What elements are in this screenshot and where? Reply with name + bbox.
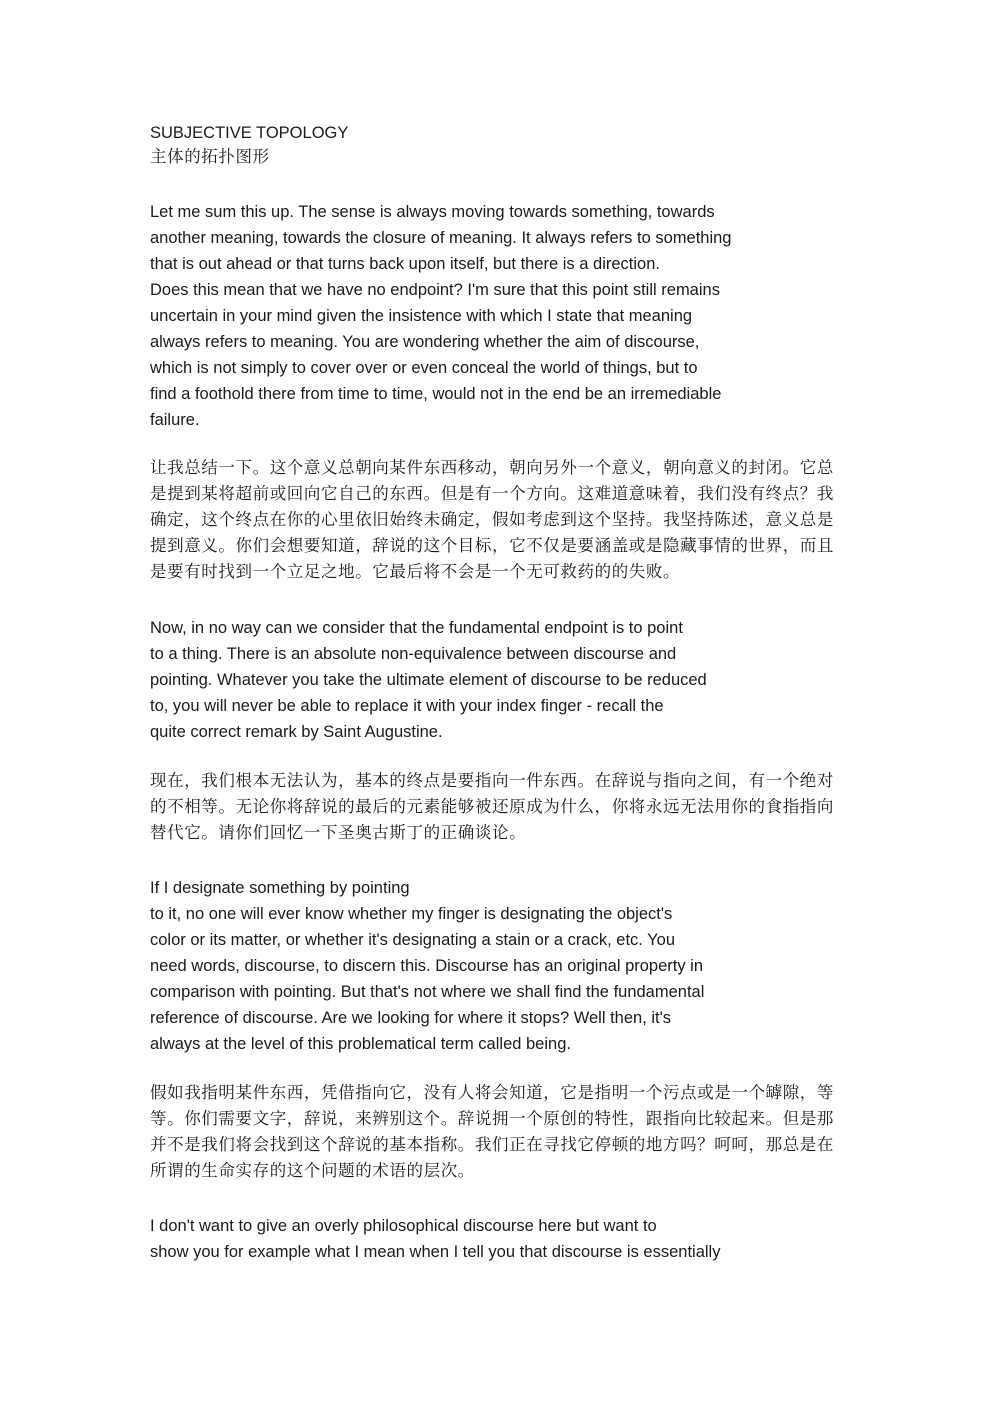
paragraph-line: always at the level of this problematical term called being. xyxy=(150,1035,571,1053)
paragraph-line-chinese: 所谓的生命实存的这个问题的术语的层次。 xyxy=(150,1161,475,1180)
paragraph-line: uncertain in your mind given the insistence with which I state that meaning xyxy=(150,307,693,325)
paragraph-line: comparison with pointing. But that's not where we shall find the fundamental xyxy=(150,983,705,1001)
paragraph-line: that is out ahead or that turns back upon itself, but there is a direction. xyxy=(150,255,660,273)
paragraph-line: I don't want to give an overly philosophical discourse here but want to xyxy=(150,1217,657,1235)
paragraph-line: failure. xyxy=(150,411,200,429)
paragraph-line: reference of discourse. Are we looking for where it stops? Well then, it's xyxy=(150,1009,672,1027)
paragraph-line: always refers to meaning. You are wondering whether the aim of discourse, xyxy=(150,333,700,351)
paragraph-line-chinese: 假如我指明某件东西，凭借指向它，没有人将会知道，它是指明一个污点或是一个罅隙，等 xyxy=(150,1083,834,1102)
paragraph-line: show you for example what I mean when I tell you that discourse is essentially xyxy=(150,1243,721,1261)
paragraph-line-chinese: 确定，这个终点在你的心里依旧始终未确定，假如考虑到这个坚持。我坚持陈述，意义总是 xyxy=(150,510,834,529)
paragraph-line: to a thing. There is an absolute non-equivalence between discourse and xyxy=(150,645,677,663)
paragraph-line-chinese: 等。你们需要文字，辞说，来辨别这个。辞说拥一个原创的特性，跟指向比较起来。但是那 xyxy=(150,1109,834,1128)
paragraph-line-chinese: 提到意义。你们会想要知道，辞说的这个目标，它不仅是要涵盖或是隐藏事情的世界，而且 xyxy=(150,536,834,555)
paragraph-line: another meaning, towards the closure of meaning. It always refers to something xyxy=(150,229,732,247)
paragraph-line-chinese: 替代它。请你们回忆一下圣奥古斯丁的正确谈论。 xyxy=(150,823,527,842)
paragraph-line: to it, no one will ever know whether my finger is designating the object's xyxy=(150,905,673,923)
paragraph-line-chinese: 是要有时找到一个立足之地。它最后将不会是一个无可救药的的失败。 xyxy=(150,562,681,581)
paragraph-line: Now, in no way can we consider that the fundamental endpoint is to point xyxy=(150,619,683,637)
paragraph-line: If I designate something by pointing xyxy=(150,879,410,897)
paragraph-line-chinese: 的不相等。无论你将辞说的最后的元素能够被还原成为什么，你将永远无法用你的食指指向 xyxy=(150,797,834,816)
paragraph-line: color or its matter, or whether it's designating a stain or a crack, etc. You xyxy=(150,931,675,949)
title-english: SUBJECTIVE TOPOLOGY xyxy=(150,124,349,142)
paragraph-line: which is not simply to cover over or even conceal the world of things, but to xyxy=(150,359,698,377)
paragraph-line: pointing. Whatever you take the ultimate element of discourse to be reduced xyxy=(150,671,707,689)
paragraph-line: Does this mean that we have no endpoint? I'm sure that this point still remains xyxy=(150,281,720,299)
paragraph-line: find a foothold there from time to time, would not in the end be an irremediable xyxy=(150,385,722,403)
paragraph-line-chinese: 并不是我们将会找到这个辞说的基本指称。我们正在寻找它停顿的地方吗？呵呵，那总是在 xyxy=(150,1135,834,1154)
paragraph-line-chinese: 现在，我们根本无法认为，基本的终点是要指向一件东西。在辞说与指向之间，有一个绝对 xyxy=(150,771,834,790)
paragraph-line: quite correct remark by Saint Augustine. xyxy=(150,723,443,741)
paragraph-line-chinese: 让我总结一下。这个意义总朝向某件东西移动，朝向另外一个意义，朝向意义的封闭。它总 xyxy=(150,458,834,477)
paragraph-line: Let me sum this up. The sense is always moving towards something, towards xyxy=(150,203,715,221)
title-chinese: 主体的拓扑图形 xyxy=(150,147,270,166)
paragraph-line: need words, discourse, to discern this. Discourse has an original property in xyxy=(150,957,704,975)
paragraph-line-chinese: 是提到某将超前或回向它自己的东西。但是有一个方向。这难道意味着，我们没有终点？我 xyxy=(150,484,834,503)
paragraph-line: to, you will never be able to replace it with your index finger - recall the xyxy=(150,697,664,715)
